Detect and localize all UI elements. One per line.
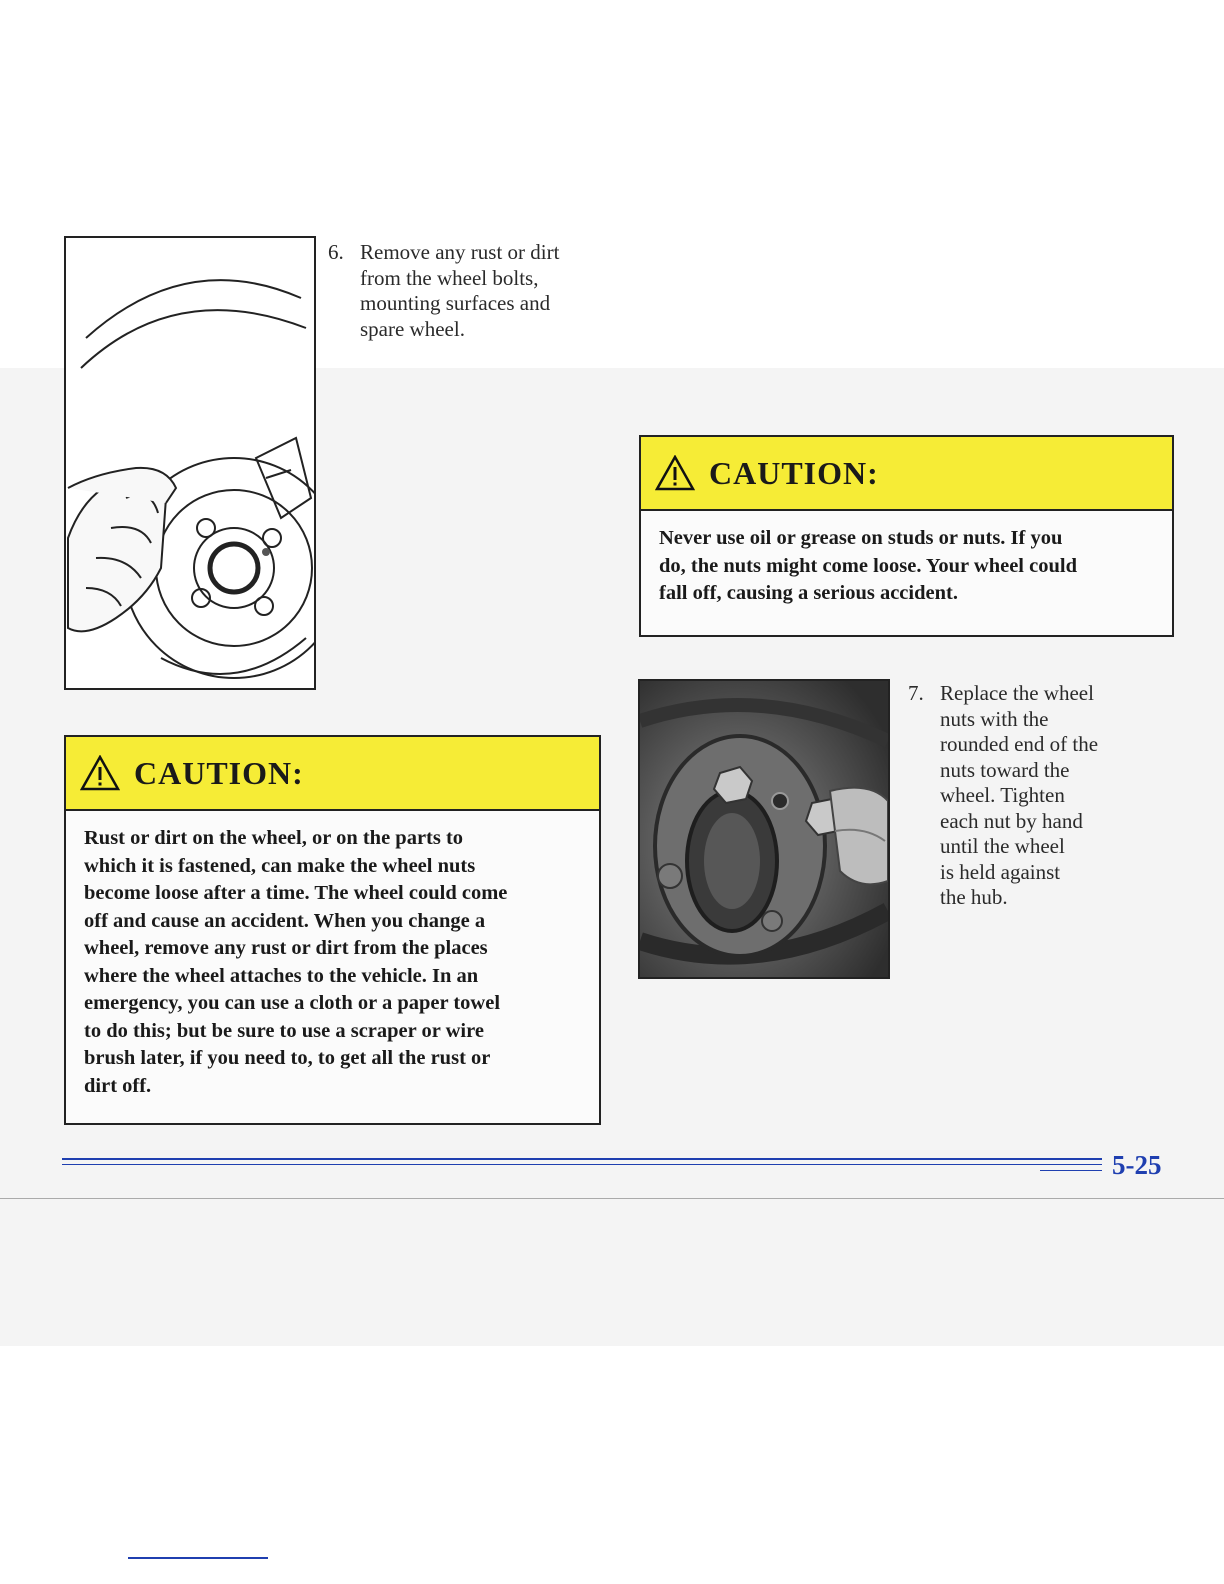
- caution-text-line: do, the nuts might come loose. Your wheel could: [659, 554, 1077, 577]
- step-number: 6.: [328, 240, 344, 264]
- step-text-line: nuts toward the: [940, 757, 1070, 782]
- step-text-line: spare wheel.: [360, 316, 465, 341]
- wheel-nut-photo: [638, 679, 890, 979]
- step-number: 7.: [908, 681, 924, 705]
- step-text-line: rounded end of the: [940, 732, 1099, 756]
- step-text-line: each nut by hand: [940, 808, 1083, 833]
- caution-body: [641, 511, 1172, 608]
- footer-rule: [62, 1164, 1102, 1165]
- caution-title: CAUTION:: [134, 754, 304, 791]
- caution-box-oil-grease: [639, 435, 1174, 637]
- caution-text-line: to do this; but be sure to use a scraper or wire: [84, 1019, 484, 1042]
- caution-text-line: where the wheel attaches to the vehicle. In an: [84, 964, 479, 987]
- caution-text-line: become loose after a time. The wheel could come: [84, 882, 508, 904]
- step-text-line: Replace the wheel: [940, 681, 1094, 705]
- caution-body: [66, 811, 599, 1100]
- caution-text-line: Never use oil or grease on studs or nuts. If you: [659, 527, 1063, 549]
- step-text-line: mounting surfaces and: [360, 291, 551, 315]
- footer-rule: [1040, 1170, 1102, 1171]
- step-text-line: is held against: [940, 859, 1061, 884]
- caution-text-line: fall off, causing a serious accident.: [659, 582, 958, 604]
- hub-cleaning-illustration: [64, 236, 316, 690]
- step-7-instructions: [908, 681, 1148, 916]
- caution-title: CAUTION:: [709, 454, 879, 491]
- step-6-instructions: [328, 240, 598, 360]
- step-text-line: from the wheel bolts,: [360, 265, 539, 290]
- footer-rule: [62, 1158, 1102, 1160]
- page-number: 5-25: [1112, 1150, 1162, 1180]
- caution-text-line: dirt off.: [84, 1074, 152, 1097]
- step-text-line: nuts with the: [940, 706, 1049, 731]
- caution-text-line: off and cause an accident. When you change a: [84, 909, 486, 932]
- caution-text-line: wheel, remove any rust or dirt from the places: [84, 937, 488, 959]
- caution-header: [641, 437, 1172, 511]
- caution-text-line: which it is fastened, can make the wheel nuts: [84, 854, 476, 877]
- caution-text-line: emergency, you can use a cloth or a paper towel: [84, 992, 501, 1014]
- step-text-line: until the wheel: [940, 834, 1065, 858]
- caution-box-rust-dirt: [64, 735, 601, 1125]
- bottom-rule: [128, 1557, 268, 1559]
- caution-text-line: brush later, if you need to, to get all the rust or: [84, 1047, 491, 1069]
- caution-text-line: Rust or dirt on the wheel, or on the parts to: [84, 827, 464, 849]
- warning-triangle-icon: [655, 455, 695, 491]
- page-edge-line: [0, 1198, 1224, 1199]
- step-text-line: wheel. Tighten: [940, 783, 1065, 807]
- caution-header: [66, 737, 599, 811]
- step-text-line: the hub.: [940, 885, 1008, 909]
- warning-triangle-icon: [80, 755, 120, 791]
- step-text-line: Remove any rust or dirt: [360, 240, 560, 264]
